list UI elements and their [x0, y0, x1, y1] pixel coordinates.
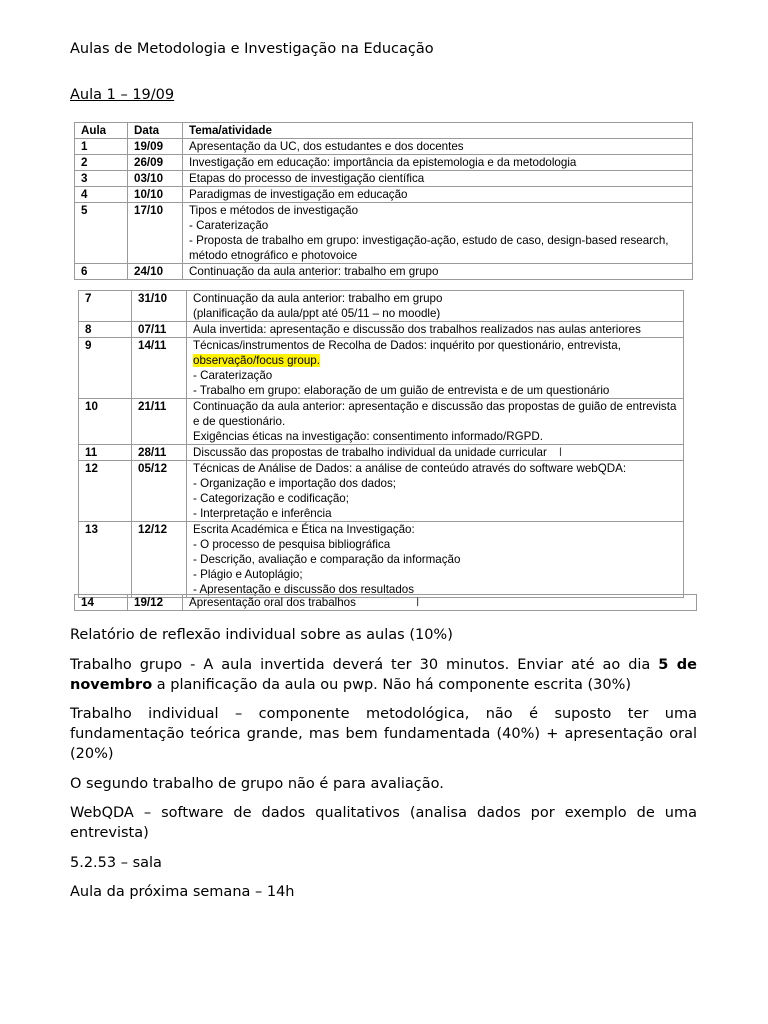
lesson-date: 07/11 [132, 322, 187, 338]
topic-line: - O processo de pesquisa bibliográfica [193, 538, 391, 551]
lesson-topic [187, 338, 684, 399]
topic-line: Etapas do processo de investigação científica [189, 172, 425, 185]
lesson-date: 03/10 [128, 171, 183, 187]
topic-line: método etnográfico e photovoice [189, 249, 358, 262]
note-text: a planificação da aula ou pwp. Não há componente escrita (30%) [152, 676, 632, 693]
lesson-date: 05/12 [132, 461, 187, 522]
lesson-date: 12/12 [132, 522, 187, 598]
lesson-date: 17/10 [128, 203, 183, 264]
header-data: Data [128, 123, 183, 139]
topic-line: Investigação em educação: importância da epistemologia e da metodologia [189, 156, 577, 169]
topic-line: - Descrição, avaliação e comparação da informação [193, 553, 461, 566]
topic-text: Apresentação oral dos trabalhos [189, 596, 356, 609]
table-row [79, 291, 684, 322]
table-row [75, 155, 693, 171]
schedule-header-row [75, 123, 693, 139]
schedule-table-part1 [74, 122, 693, 280]
topic-line: Apresentação da UC, dos estudantes e dos docentes [189, 140, 464, 153]
lesson-number: 1 [75, 139, 128, 155]
lesson-number: 7 [79, 291, 132, 322]
lesson-topic [187, 461, 684, 522]
lesson-topic [183, 203, 693, 264]
lesson-date: 14/11 [132, 338, 187, 399]
lesson-date: 28/11 [132, 445, 187, 461]
header-tema: Tema/atividade [183, 123, 693, 139]
table-row [79, 522, 684, 598]
lesson-date: 10/10 [128, 187, 183, 203]
lesson-topic [187, 445, 684, 461]
note-paragraph: Trabalho individual – componente metodológica, não é suposto ter uma fundamentação teórica grande, mas bem fundamentada (40%) + apresentação oral (20%) [70, 706, 697, 762]
lesson-date: 19/12 [128, 595, 183, 611]
highlighted-text: observação/focus group. [193, 354, 320, 367]
lesson-topic [183, 171, 693, 187]
topic-line: - Organização e importação dos dados; [193, 477, 397, 490]
table-row [79, 445, 684, 461]
topic-line: Técnicas de Análise de Dados: a análise de conteúdo através do software webQDA: [193, 462, 627, 475]
lesson-number: 10 [79, 399, 132, 445]
note-paragraph: Relatório de reflexão individual sobre as aulas (10%) [70, 627, 453, 643]
lesson-topic [183, 595, 697, 611]
topic-line: Continuação da aula anterior: apresentação e discussão das propostas de guião de entrevista [193, 400, 677, 413]
note-paragraph: 5.2.53 – sala [70, 854, 162, 871]
lesson-number: 2 [75, 155, 128, 171]
topic-line: - Caraterização [189, 219, 269, 232]
lesson-topic [183, 187, 693, 203]
table-row [79, 338, 684, 399]
lesson-number: 4 [75, 187, 128, 203]
topic-line: Escrita Académica e Ética na Investigação: [193, 523, 415, 536]
table-row [79, 322, 684, 338]
topic-line: Tipos e métodos de investigação [189, 204, 359, 217]
note-text: Trabalho grupo - A aula invertida deverá ter 30 minutos. Enviar até ao dia [70, 656, 659, 673]
topic-line: - Proposta de trabalho em grupo: investigação-ação, estudo de caso, design-based research, [189, 234, 669, 247]
lesson-heading: Aula 1 – 19/09 [70, 87, 175, 103]
note-paragraph [70, 655, 697, 695]
schedule-table-part3 [74, 594, 697, 611]
topic-line [189, 595, 690, 610]
topic-line: - Apresentação e discussão dos resultados [193, 583, 415, 596]
table-row [75, 139, 693, 155]
table-row [75, 187, 693, 203]
text-cursor-icon: I [415, 596, 420, 609]
lesson-date: 26/09 [128, 155, 183, 171]
topic-line: - Interpretação e inferência [193, 507, 332, 520]
lesson-number: 14 [75, 595, 128, 611]
text-cursor-icon: I [558, 446, 563, 459]
lesson-number: 11 [79, 445, 132, 461]
lesson-topic [187, 291, 684, 322]
deadline-date: 5 de novembro [70, 656, 697, 693]
lesson-number: 8 [79, 322, 132, 338]
lesson-date: 19/09 [128, 139, 183, 155]
topic-line: e de questionário. [193, 415, 286, 428]
topic-line: - Categorização e codificação; [193, 492, 349, 505]
lesson-topic [187, 522, 684, 598]
lesson-number: 13 [79, 522, 132, 598]
notes-section [70, 625, 697, 912]
topic-line: Paradigmas de investigação em educação [189, 188, 408, 201]
document-title: Aulas de Metodologia e Investigação na Educação [70, 41, 434, 57]
note-paragraph: O segundo trabalho de grupo não é para avaliação. [70, 775, 444, 792]
table-row [75, 171, 693, 187]
lesson-topic [187, 399, 684, 445]
lesson-number: 9 [79, 338, 132, 399]
lesson-number: 5 [75, 203, 128, 264]
topic-line: Aula invertida: apresentação e discussão dos trabalhos realizados nas aulas anteriores [193, 323, 641, 336]
note-paragraph: Aula da próxima semana – 14h [70, 884, 295, 900]
table-row [75, 595, 697, 611]
topic-line: Técnicas/instrumentos de Recolha de Dados: inquérito por questionário, entrevista, [193, 339, 621, 352]
table-row [79, 399, 684, 445]
lesson-topic [183, 139, 693, 155]
topic-text: Discussão das propostas de trabalho individual da unidade curricular [193, 446, 547, 459]
lesson-number: 12 [79, 461, 132, 522]
topic-line: Continuação da aula anterior: trabalho em grupo [193, 292, 443, 305]
lesson-topic [183, 264, 693, 280]
topic-line: Continuação da aula anterior: trabalho em grupo [189, 265, 439, 278]
table-row [79, 461, 684, 522]
header-aula: Aula [75, 123, 128, 139]
lesson-topic [183, 155, 693, 171]
topic-line: (planificação da aula/ppt até 05/11 – no moodle) [193, 307, 441, 320]
topic-line: - Caraterização [193, 369, 273, 382]
lesson-topic [187, 322, 684, 338]
topic-line: - Trabalho em grupo: elaboração de um guião de entrevista e de um questionário [193, 384, 610, 397]
lesson-number: 3 [75, 171, 128, 187]
schedule-table-part2 [78, 290, 684, 598]
lesson-date: 24/10 [128, 264, 183, 280]
lesson-date: 31/10 [132, 291, 187, 322]
topic-line [193, 353, 677, 368]
lesson-date: 21/11 [132, 399, 187, 445]
topic-line [193, 445, 677, 460]
lesson-number: 6 [75, 264, 128, 280]
note-paragraph: WebQDA – software de dados qualitativos (analisa dados por exemplo de uma entrevista) [70, 805, 697, 841]
table-row [75, 203, 693, 264]
topic-line: Exigências éticas na investigação: consentimento informado/RGPD. [193, 430, 543, 443]
topic-line: - Plágio e Autoplágio; [193, 568, 303, 581]
table-row [75, 264, 693, 280]
